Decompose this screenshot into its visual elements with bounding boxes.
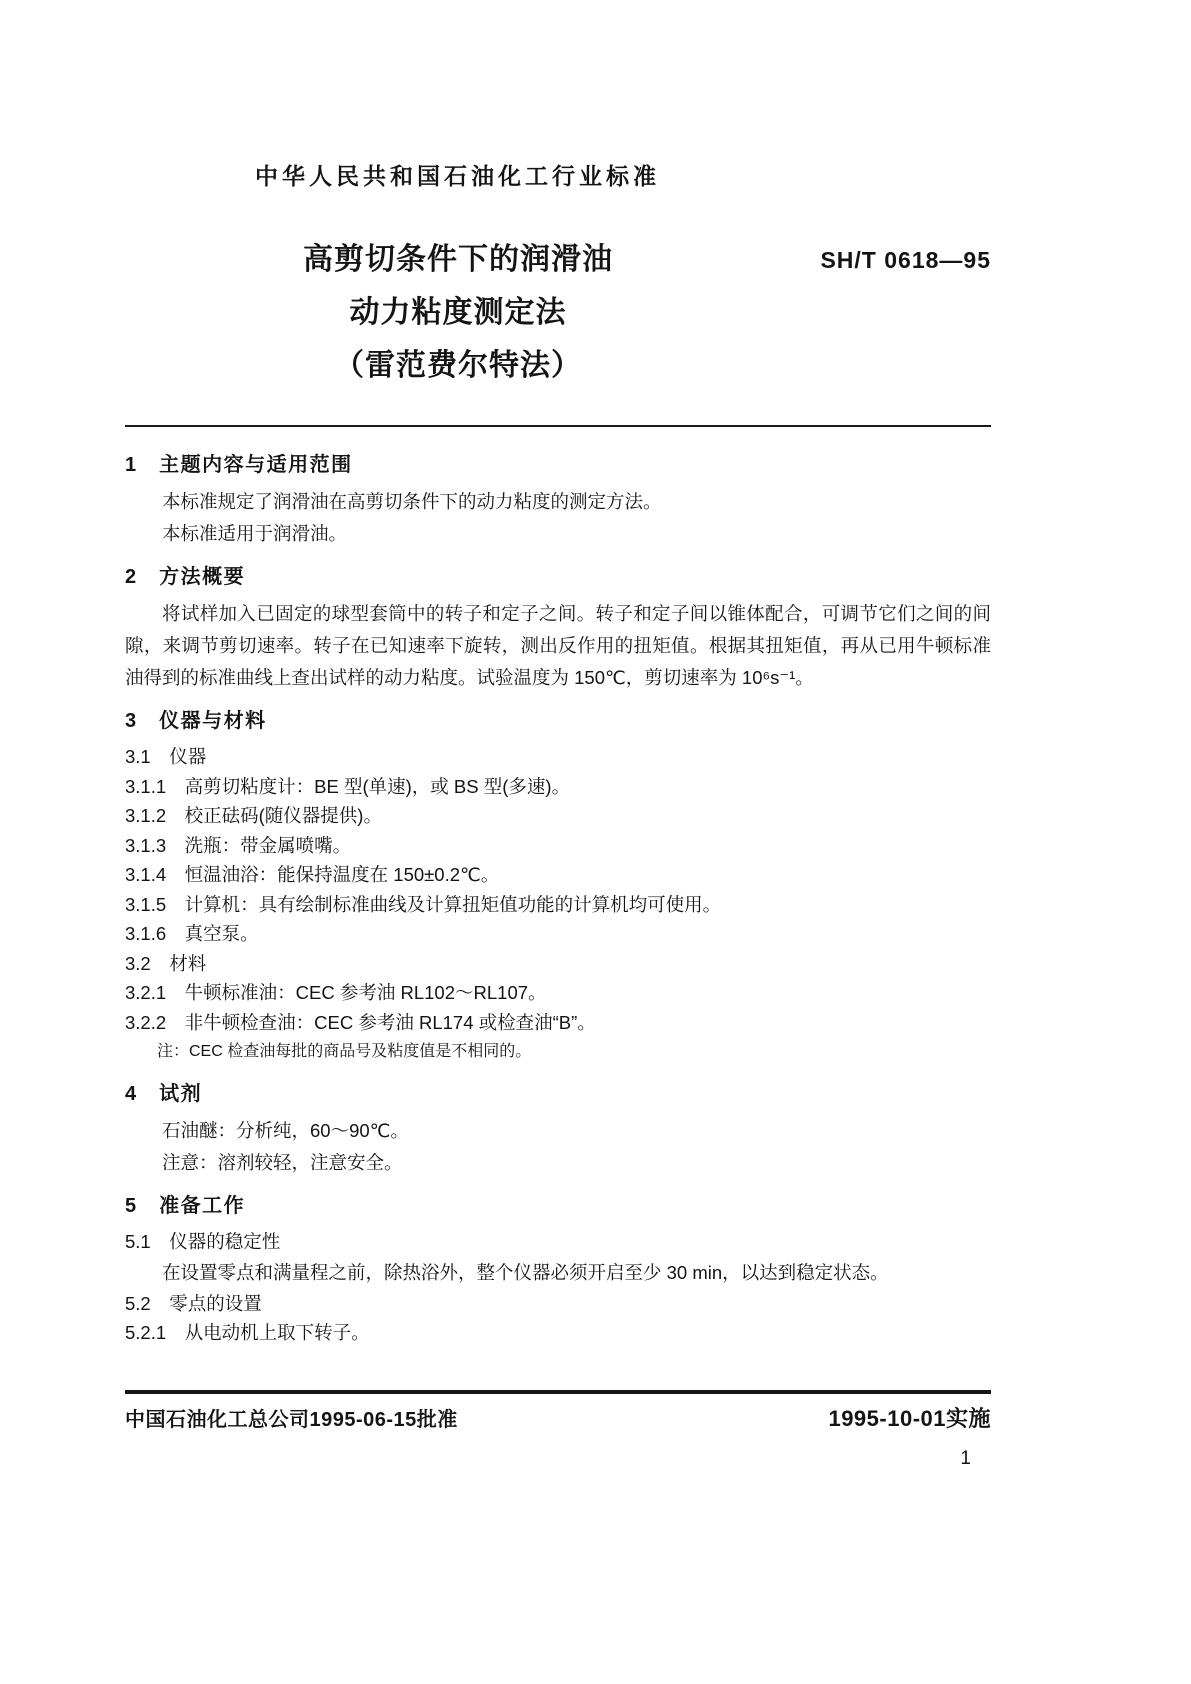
implementation-date: 1995-10-01实施 <box>828 1406 991 1431</box>
title-line-1: 高剪切条件下的润滑油 <box>303 243 613 276</box>
heading-section-3: 3 仪器与材料 <box>125 710 267 732</box>
heading-section-1: 1 主题内容与适用范围 <box>125 454 353 476</box>
clause-5-1: 5.1 仪器的稳定性 <box>125 1231 281 1252</box>
paragraph-method-summary: 将试样加入已固定的球型套筒中的转子和定子之间。转子和定子间以锥体配合，可调节它们之间的间隙，来调节剪切速率。转子在已知速率下旋转，测出反作用的扭矩值。根据其扭矩值，再从已用牛顿标准油得到的标准曲线上查出试样的动力粘度。试验温度为 150℃，剪切速率为 10⁶s⁻¹。 <box>125 603 991 688</box>
header-divider <box>125 425 991 427</box>
footer <box>125 1402 991 1433</box>
clause-5-2: 5.2 零点的设置 <box>125 1292 262 1314</box>
note-cec-oil: 注：CEC 检查油每批的商品号及粘度值是不相同的。 <box>157 1043 532 1060</box>
clause-3-1-4: 3.1.4 恒温油浴：能保持温度在 150±0.2℃。 <box>125 864 500 885</box>
document-title <box>293 233 623 392</box>
clause-3-2-1: 3.2.1 牛顿标准油：CEC 参考油 RL102～RL107。 <box>125 982 547 1003</box>
paragraph-scope-2: 本标准适用于润滑油。 <box>162 523 348 544</box>
heading-section-5: 5 准备工作 <box>125 1195 246 1217</box>
clause-3-2: 3.2 材料 <box>125 952 207 974</box>
paragraph-reagent: 石油醚：分析纯，60～90℃。 <box>162 1120 409 1141</box>
paragraph-scope-1: 本标准规定了润滑油在高剪切条件下的动力粘度的测定方法。 <box>162 491 662 512</box>
clause-3-2-2: 3.2.2 非牛顿检查油：CEC 参考油 RL174 或检查油“B”。 <box>125 1011 596 1033</box>
clause-3-1-3: 3.1.3 洗瓶：带金属喷嘴。 <box>125 834 352 856</box>
clause-3-1-1: 3.1.1 高剪切粘度计：BE 型(单速)，或 BS 型(多速)。 <box>125 775 571 797</box>
title-line-3: （雷范费尔特法） <box>334 349 582 382</box>
clause-3-1-2: 3.1.2 校正砝码(随仪器提供)。 <box>125 805 382 826</box>
heading-section-4: 4 试剂 <box>125 1083 203 1105</box>
clause-3-1-5: 3.1.5 计算机：具有绘制标准曲线及计算扭矩值功能的计算机均可使用。 <box>125 893 722 915</box>
paragraph-reagent-warning: 注意：溶剂较轻，注意安全。 <box>162 1152 403 1173</box>
title-line-2: 动力粘度测定法 <box>349 296 567 329</box>
standard-category-header: 中华人民共和国石油化工行业标准 <box>255 163 660 189</box>
heading-section-2: 2 方法概要 <box>125 566 246 588</box>
clause-5-2-1: 5.2.1 从电动机上取下转子。 <box>125 1322 370 1343</box>
footer-divider <box>125 1390 991 1394</box>
clause-3-1-6: 3.1.6 真空泵。 <box>125 923 259 944</box>
title-block <box>125 233 991 401</box>
standard-number: SH/T 0618—95 <box>820 247 991 273</box>
document-body <box>125 451 991 1348</box>
paragraph-stability: 在设置零点和满量程之前，除热浴外，整个仪器必须开启至少 30 min，以达到稳定状态。 <box>162 1261 889 1283</box>
approval-note: 中国石油化工总公司1995-06-15批准 <box>125 1409 458 1431</box>
clause-3-1: 3.1 仪器 <box>125 746 207 767</box>
page-number: 1 <box>960 1448 971 1469</box>
